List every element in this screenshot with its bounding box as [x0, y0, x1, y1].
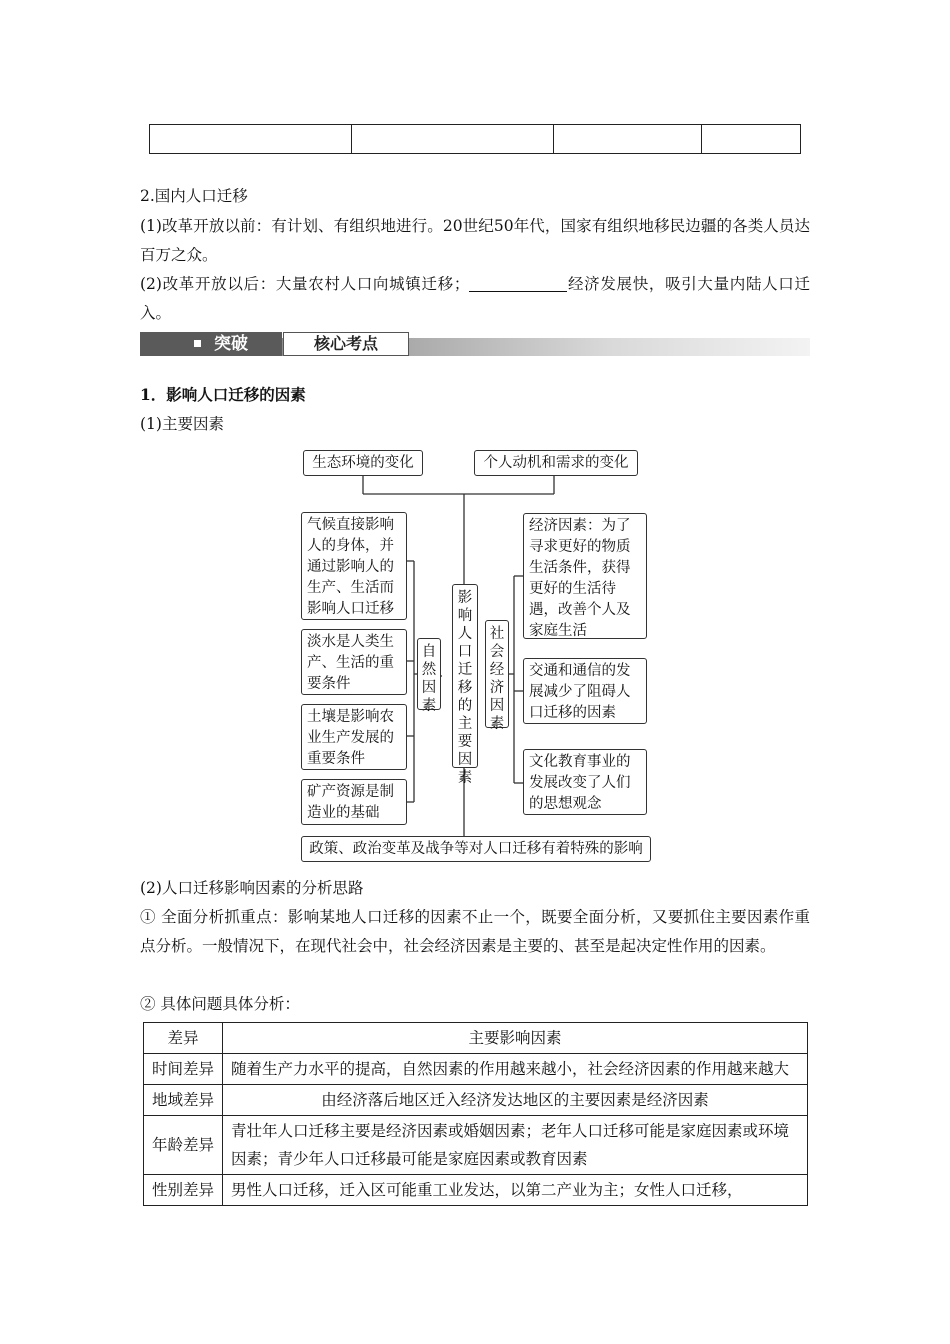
square-bullet-icon: [194, 340, 201, 347]
table-cell-key: 性别差异: [144, 1175, 223, 1206]
section-title: 2.国内人口迁移: [140, 187, 248, 205]
paragraph-before-reform: (1)改革开放以前：有计划、有组织地进行。20世纪50年代，国家有组织地移民边疆的各类人员达百万之众。: [140, 217, 810, 264]
table-cell-value: 随着生产力水平的提高，自然因素的作用越来越小，社会经济因素的作用越来越大: [223, 1054, 808, 1085]
banner-label-box: 核心考点: [283, 332, 409, 356]
paragraph-text: (2)改革开放以后：大量农村人口向城镇迁移；: [140, 275, 470, 293]
node-policy: 政策、政治变革及战争等对人口迁移有着特殊的影响: [301, 836, 651, 862]
node-climate: 气候直接影响人的身体，并通过影响人的生产、生活而影响人口迁移: [301, 512, 407, 620]
paragraph-after-reform: [140, 270, 810, 328]
node-minerals: 矿产资源是制造业的基础: [301, 779, 407, 825]
node-economic: 经济因素：为了寻求更好的物质生活条件，获得更好的生活待遇，改善个人及家庭生活: [523, 513, 647, 639]
table-cell-key: 年龄差异: [144, 1116, 223, 1175]
banner-label: 突破: [214, 334, 248, 354]
table-header-row: [144, 1023, 808, 1054]
point-title: 1．影响人口迁移的因素: [140, 385, 306, 404]
empty-cell: [702, 125, 801, 154]
node-main-factors: 影响人口迁移的主要因素: [452, 584, 478, 768]
node-ecology-change: 生态环境的变化: [303, 450, 423, 476]
empty-table-fragment: [149, 124, 801, 154]
page-bottom-cut: [140, 1222, 812, 1344]
node-transport: 交通和通信的发展减少了阻碍人口迁移的因素: [523, 658, 647, 724]
table-row: [144, 1116, 808, 1175]
table-cell-value: 男性人口迁移，迁入区可能重工业发达，以第二产业为主；女性人口迁移，: [223, 1175, 808, 1206]
empty-cell: [554, 125, 702, 154]
banner-dark-block: [140, 332, 282, 356]
empty-cell: [352, 125, 554, 154]
node-personal-motive: 个人动机和需求的变化: [474, 450, 638, 476]
node-soil: 土壤是影响农业生产发展的重要条件: [301, 704, 407, 770]
node-social-economic: 社会经济因素: [485, 620, 509, 728]
analysis-point-2: ② 具体问题具体分析：: [140, 995, 300, 1013]
table-cell-value: 青壮年人口迁移主要是经济因素或婚姻因素；老年人口迁移可能是家庭因素或环境因素；青少年人口迁移最可能是家庭因素或教育因素: [223, 1116, 808, 1175]
sub-heading: (1)主要因素: [140, 415, 224, 433]
node-freshwater: 淡水是人类生产、生活的重要条件: [301, 629, 407, 695]
table-cell-key: 地域差异: [144, 1085, 223, 1116]
sub-heading: (2)人口迁移影响因素的分析思路: [140, 879, 364, 897]
table-cell-key: 时间差异: [144, 1054, 223, 1085]
table-cell-value: 由经济落后地区迁入经济发达地区的主要因素是经济因素: [223, 1085, 808, 1116]
table-row: [144, 1085, 808, 1116]
node-natural-factors: 自然因素: [417, 638, 441, 710]
empty-cell: [150, 125, 352, 154]
paragraph-text: 经济发展快，吸引大量内陆人口迁入。: [140, 275, 810, 322]
node-education: 文化教育事业的发展改变了人们的思想观念: [523, 749, 647, 815]
difference-table: [143, 1022, 808, 1206]
analysis-point-1: ① 全面分析抓重点：影响某地人口迁移的因素不止一个，既要全面分析，又要抓住主要因素作重点分析。一般情况下，在现代社会中，社会经济因素是主要的、甚至是起决定性作用的因素。: [140, 908, 810, 955]
table-row: [144, 1175, 808, 1206]
fill-blank[interactable]: [469, 273, 567, 292]
table-row: [144, 1054, 808, 1085]
factor-diagram: [296, 446, 656, 866]
table-header-cell: 主要影响因素: [223, 1023, 808, 1054]
section-banner: [140, 332, 810, 358]
table-header-cell: 差异: [144, 1023, 223, 1054]
